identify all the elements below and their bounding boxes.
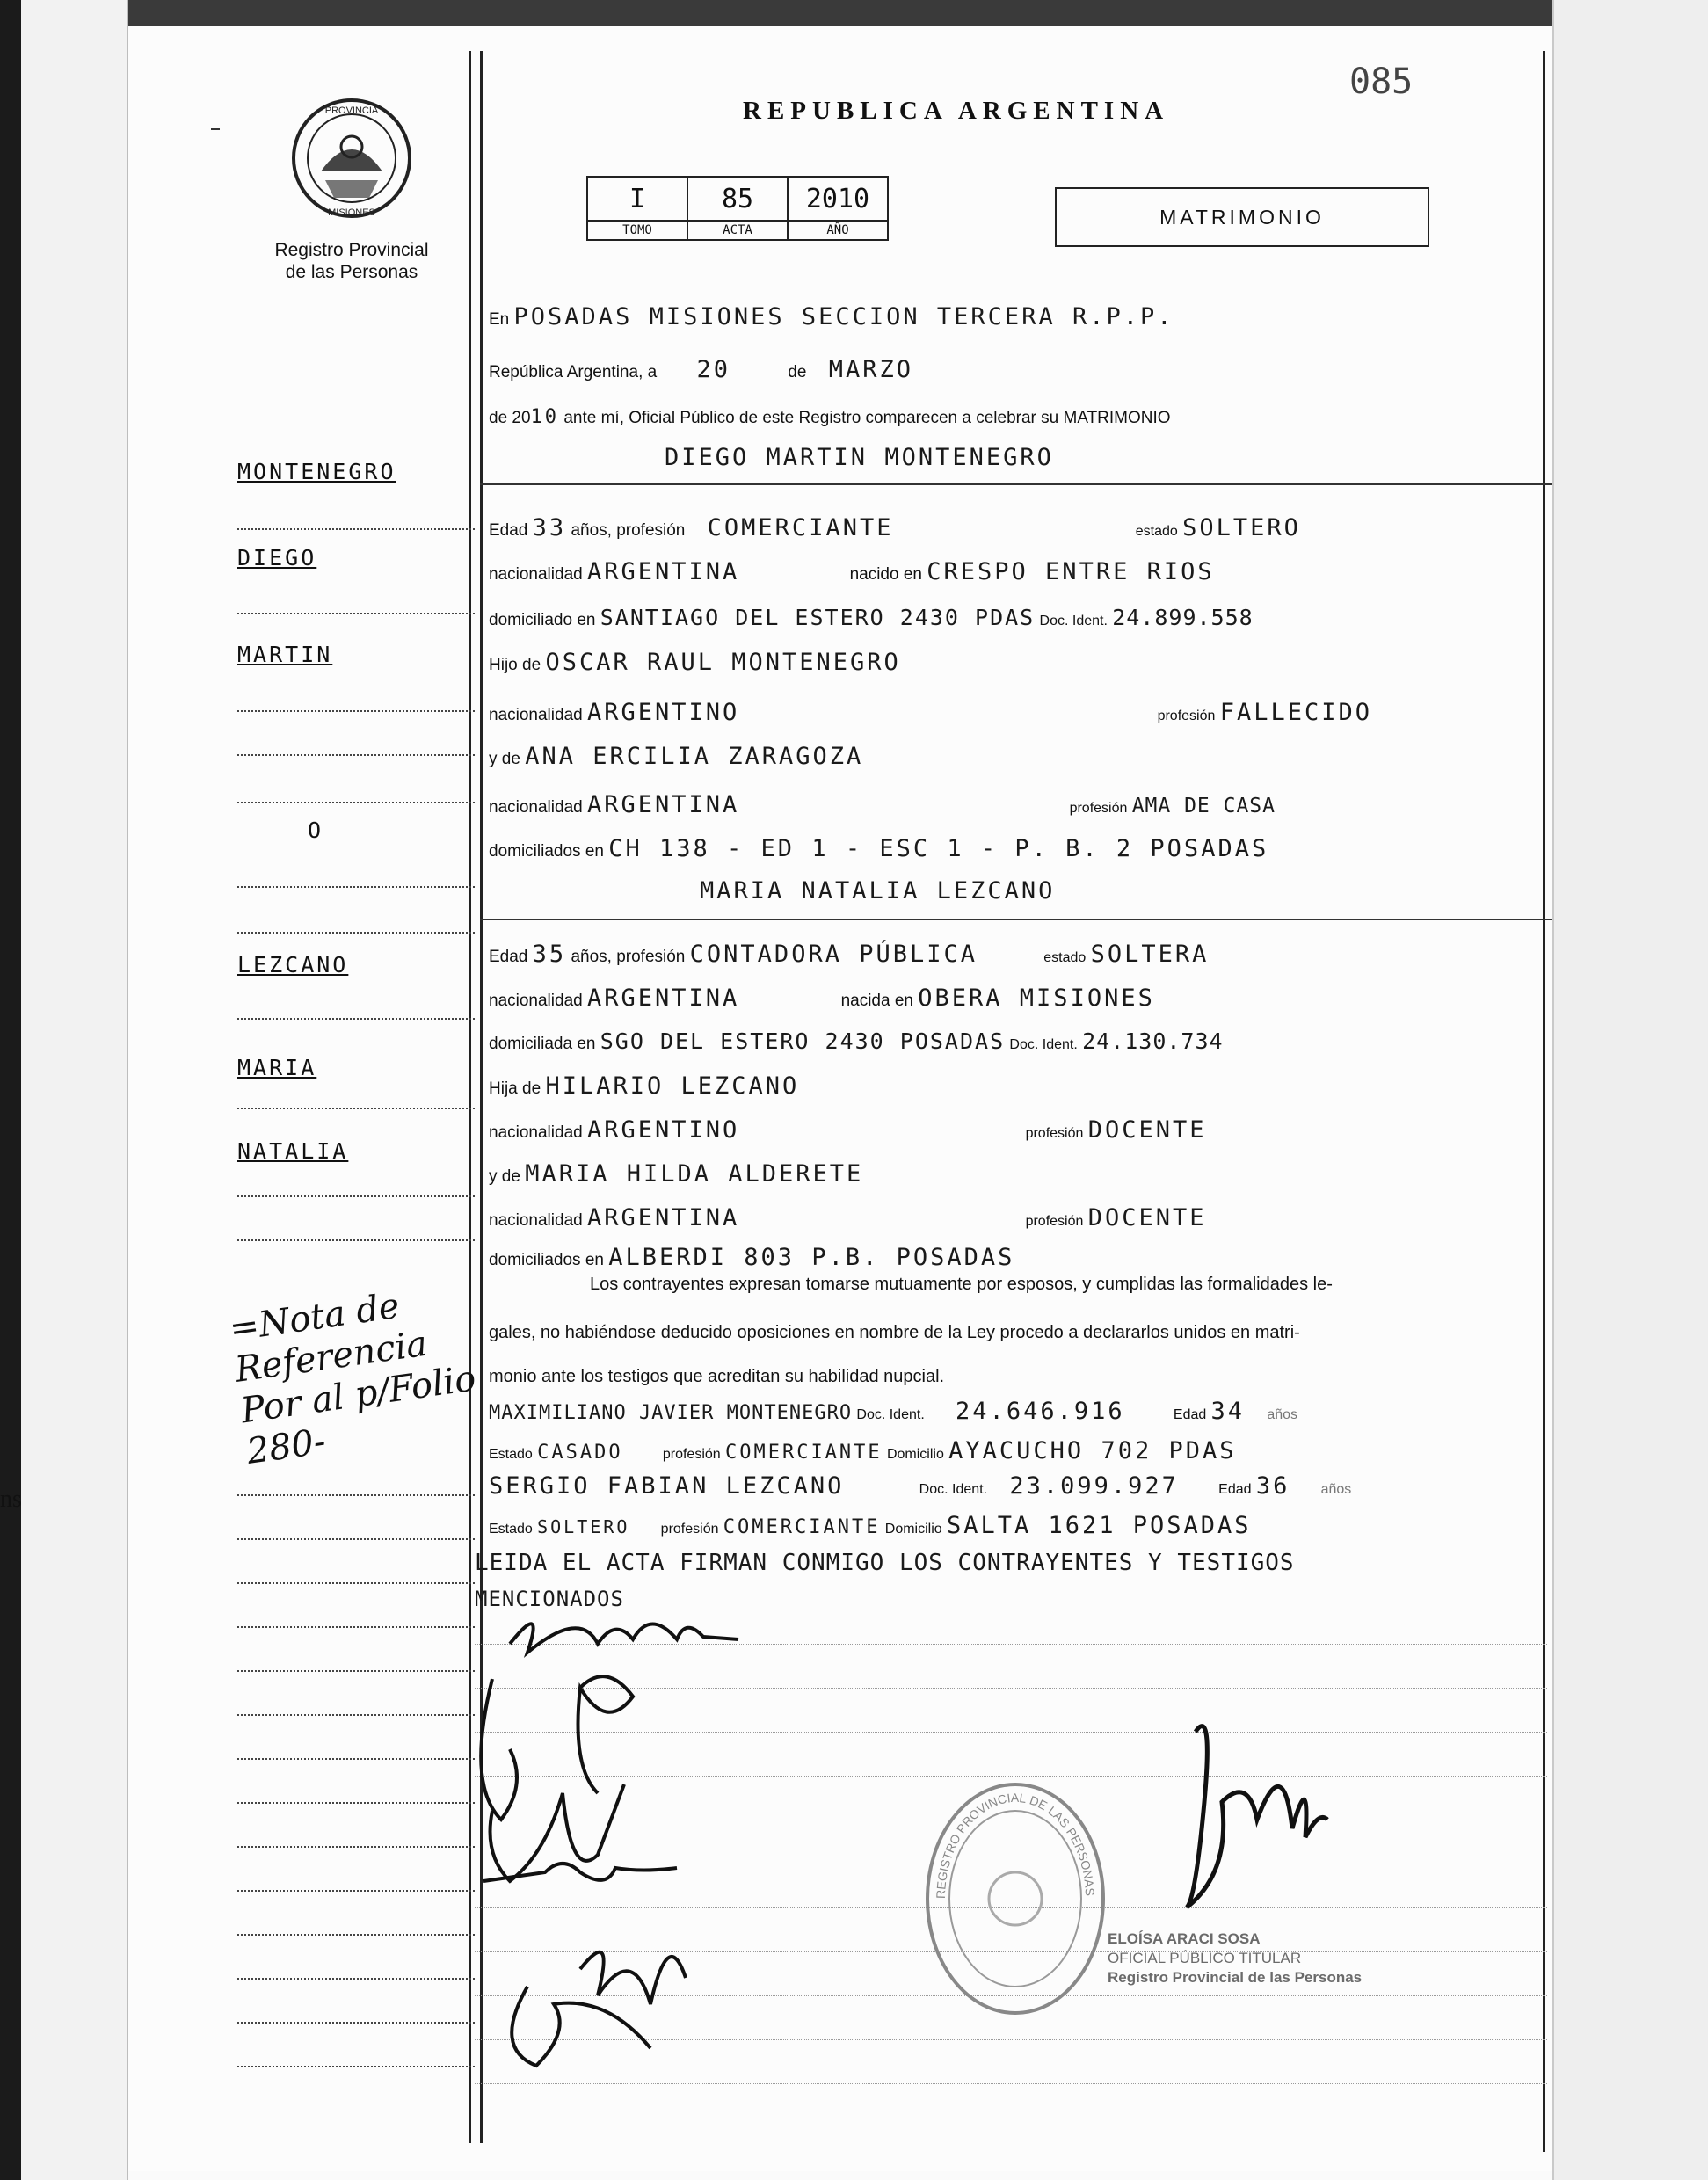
groom-mother-nationality-row (489, 791, 1526, 826)
groom-doc: 24.899.558 (1112, 605, 1254, 630)
nacido-label: nacido en (849, 565, 922, 584)
year-prefix: de 20 (489, 409, 531, 427)
domiciliados-label: domiciliados en (489, 842, 604, 861)
signatures-contrayentes (475, 1591, 844, 2083)
profesion-label: profesión (660, 1522, 719, 1537)
domiciliados-label: domiciliados en (489, 1251, 604, 1269)
official-signature (1160, 1697, 1336, 1925)
groom-parents-address-row (489, 835, 1526, 870)
ruled-line (475, 2083, 1547, 2084)
margin-rule (237, 710, 475, 712)
profesion-label: profesión (1025, 1214, 1084, 1229)
domicilio-label: Domicilio (884, 1522, 942, 1537)
margin-rule (237, 1018, 475, 1020)
doc-label: Doc. Ident. (919, 1482, 988, 1497)
margin-rule (237, 1714, 475, 1716)
nacida-label: nacida en (840, 992, 913, 1010)
profesion-label: profesión (1157, 708, 1216, 723)
margin-rule (237, 1494, 475, 1496)
witness1-profession: COMERCIANTE (724, 1442, 883, 1464)
seal-top-text: PROVINCIA (324, 105, 379, 116)
groom-birthplace: CRESPO ENTRE RIOS (927, 558, 1215, 585)
witness2-age: 36 (1255, 1472, 1290, 1500)
witness1-name: MAXIMILIANO JAVIER MONTENEGRO (489, 1402, 853, 1424)
bride-age-row (489, 941, 1526, 976)
groom-mother-profession: AMA DE CASA (1131, 795, 1276, 818)
day-value: 20 (696, 356, 730, 383)
witness2-details-row (489, 1512, 1526, 1547)
stamp-ring-text: REGISTRO PROVINCIAL DE LAS PERSONAS (933, 1790, 1098, 1900)
page-number-stamp: 085 (1349, 62, 1414, 102)
month-value: MARZO (828, 356, 913, 383)
witness1-status: CASADO (537, 1442, 623, 1464)
groom-civil-status: SOLTERO (1182, 514, 1301, 541)
margin-bride-name1: MARIA (237, 1055, 317, 1080)
registry-name (224, 239, 479, 283)
stamp-official-text (1108, 1929, 1362, 1987)
anos-label: años (1320, 1482, 1352, 1497)
witness2-row (489, 1472, 1526, 1508)
estado-label: estado (1135, 524, 1178, 539)
edad-label: Edad (1173, 1407, 1207, 1422)
bride-age: 35 (532, 941, 567, 968)
margin-rule (237, 886, 475, 888)
closing-line-2: MENCIONADOS (475, 1587, 624, 1611)
margin-rule (237, 1670, 475, 1672)
bride-parents-address: ALBERDI 803 P.B. POSADAS (608, 1244, 1015, 1271)
bride-birthplace: OBERA MISIONES (918, 985, 1155, 1012)
hijo-label: Hijo de (489, 656, 541, 674)
nacionalidad-label: nacionalidad (489, 992, 583, 1010)
registry-line-2: de las Personas (285, 262, 418, 282)
bride-civil-status: SOLTERA (1090, 941, 1210, 968)
bride-father-nationality-row (489, 1116, 1526, 1152)
statement-row (489, 406, 1526, 441)
margin-rule (237, 802, 475, 803)
domicilio-label: Domicilio (886, 1447, 944, 1462)
groom-mother-row (489, 743, 1526, 778)
witness1-address: AYACUCHO 702 PDAS (948, 1437, 1237, 1464)
witness1-details-row (489, 1437, 1526, 1472)
margin-rule (237, 2066, 475, 2067)
witness1-row (489, 1398, 1526, 1433)
bride-parents-address-row (489, 1244, 1526, 1279)
bride-mother-row (489, 1160, 1526, 1195)
republica-label: República Argentina, a (489, 363, 658, 382)
margin-reference-note: =Nota de Referencia Por al p/Folio 280- (227, 1285, 479, 1472)
previous-page-edge (21, 0, 128, 2180)
declaration-line-2: gales, no habiéndose deducido oposiciones en nombre de la Ley procedo a declararlos unidos en matri- (489, 1323, 1300, 1342)
bride-address-row (489, 1028, 1526, 1064)
bride-father-nationality: ARGENTINO (586, 1116, 740, 1144)
witness2-address: SALTA 1621 POSADAS (946, 1512, 1252, 1539)
bride-father-profession: DOCENTE (1087, 1116, 1207, 1144)
edad-label: Edad (489, 521, 528, 540)
bride-mother-profession: DOCENTE (1087, 1204, 1207, 1232)
section-separator (480, 483, 1552, 485)
scan-top-edge (0, 0, 1708, 26)
bride-nationality-row (489, 985, 1526, 1020)
margin-rule (237, 1758, 475, 1760)
groom-address-row (489, 605, 1526, 640)
tomo-acta-ano-table (586, 176, 889, 241)
groom-full-name: DIEGO MARTIN MONTENEGRO (665, 444, 1054, 471)
groom-father: OSCAR RAUL MONTENEGRO (545, 649, 901, 676)
witness1-age: 34 (1210, 1398, 1246, 1425)
nacionalidad-label: nacionalidad (489, 1211, 583, 1230)
provincial-seal-icon (286, 92, 418, 224)
tomo-label: TOMO (587, 221, 687, 240)
edad-label: Edad (489, 948, 528, 966)
year-suffix: 10 (530, 406, 560, 428)
bride-mother-nationality-row (489, 1204, 1526, 1239)
margin-rule (237, 1538, 475, 1540)
edad-label: Edad (1218, 1482, 1252, 1497)
tomo-value: I (587, 177, 687, 221)
doc-label: Doc. Ident. (1009, 1037, 1078, 1052)
scan-right-margin (1552, 0, 1708, 2180)
groom-age-row (489, 514, 1526, 549)
margin-rule (237, 754, 475, 756)
acta-value: 85 (687, 177, 788, 221)
doc-label: Doc. Ident. (1039, 614, 1108, 629)
stamp-official-name: ELOÍSA ARACI SOSA (1108, 1930, 1261, 1947)
statement-text: ante mí, Oficial Público de este Registro comparecen a celebrar su MATRIMONIO (563, 409, 1171, 427)
country-title: REPUBLICA ARGENTINA (743, 97, 1170, 125)
margin-conjunction: O (308, 818, 324, 843)
closing-line-1: LEIDA EL ACTA FIRMAN CONMIGO LOS CONTRAYENTES Y TESTIGOS (475, 1550, 1295, 1576)
bride-father-row (489, 1072, 1526, 1108)
anos-label: años (1267, 1407, 1298, 1422)
stamp-official-office: Registro Provincial de las Personas (1108, 1969, 1363, 1986)
bride-profession: CONTADORA PÚBLICA (689, 941, 978, 968)
witness2-name: SERGIO FABIAN LEZCANO (489, 1472, 845, 1500)
groom-mother: ANA ERCILIA ZARAGOZA (525, 743, 864, 770)
bride-address: SGO DEL ESTERO 2430 POSADAS (600, 1028, 1006, 1054)
nacionalidad-label: nacionalidad (489, 565, 583, 584)
previous-page-fragment: ns (0, 1486, 22, 1513)
official-stamp-icon (923, 1780, 1108, 2017)
groom-age: 33 (532, 514, 567, 541)
section-separator (480, 919, 1552, 920)
groom-nationality-row (489, 558, 1526, 593)
doc-label: Doc. Ident. (856, 1407, 925, 1422)
ano-label: AÑO (788, 221, 888, 240)
profesion-label: profesión (1025, 1126, 1084, 1141)
margin-groom-name1: DIEGO (237, 545, 317, 570)
groom-mother-nationality: ARGENTINA (586, 791, 740, 818)
bride-full-name: MARIA NATALIA LEZCANO (700, 877, 1056, 905)
margin-rule (237, 2022, 475, 2024)
margin-rule (237, 528, 475, 530)
margin-rule (237, 1802, 475, 1804)
anos-profesion-label: años, profesión (571, 521, 686, 540)
declaration-line-3: monio ante los testigos que acreditan su habilidad nupcial. (489, 1367, 945, 1386)
witness2-status: SOLTERO (537, 1516, 630, 1537)
margin-bride-name2: NATALIA (237, 1138, 349, 1164)
margin-rule (237, 1978, 475, 1980)
domiciliada-label: domiciliada en (489, 1035, 596, 1053)
witness2-doc: 23.099.927 (1009, 1472, 1179, 1500)
groom-father-nationality-row (489, 699, 1526, 734)
seal-bottom-text: MISIONES (328, 207, 375, 218)
groom-profession: COMERCIANTE (707, 514, 894, 541)
place-value: POSADAS MISIONES SECCION TERCERA R.P.P. (513, 303, 1174, 331)
closing-row-1 (475, 1550, 1512, 1585)
en-label: En (489, 310, 510, 329)
margin-rule (237, 1195, 475, 1197)
margin-rule (237, 1239, 475, 1241)
domiciliado-label: domiciliado en (489, 611, 596, 629)
estado-label: Estado (489, 1447, 533, 1462)
bride-father: HILARIO LEZCANO (545, 1072, 800, 1100)
groom-address: SANTIAGO DEL ESTERO 2430 PDAS (600, 605, 1036, 630)
margin-rule (237, 1846, 475, 1848)
margin-groom-name2: MARTIN (237, 642, 333, 667)
margin-rule (237, 932, 475, 934)
yde-label: y de (489, 1167, 520, 1186)
margin-rule (237, 613, 475, 614)
nacionalidad-label: nacionalidad (489, 798, 583, 817)
margin-rule (237, 1890, 475, 1892)
nacionalidad-label: nacionalidad (489, 706, 583, 724)
ano-value: 2010 (788, 177, 888, 221)
stamp-official-role: OFICIAL PÚBLICO TITULAR (1108, 1950, 1302, 1966)
margin-groom-surname: MONTENEGRO (237, 459, 396, 484)
svg-text:REGISTRO PROVINCIAL DE LAS PER (934, 1791, 1097, 1899)
margin-mark (211, 128, 220, 130)
groom-father-row (489, 649, 1526, 684)
acta-label: ACTA (687, 221, 788, 240)
hija-label: Hija de (489, 1079, 541, 1098)
declaration-line-1: Los contrayentes expresan tomarse mutuamente por esposos, y cumplidas las formalidades le- (590, 1275, 1333, 1294)
act-type-box: MATRIMONIO (1055, 187, 1429, 247)
anos-profesion-label: años, profesión (571, 948, 686, 966)
margin-rule (237, 1108, 475, 1109)
yde-label: y de (489, 750, 520, 768)
margin-rule (237, 1582, 475, 1584)
bride-mother: MARIA HILDA ALDERETE (525, 1160, 864, 1188)
estado-label: Estado (489, 1522, 533, 1537)
groom-name-row (489, 444, 1526, 479)
profesion-label: profesión (1069, 801, 1128, 816)
margin-divider-line-2 (469, 51, 471, 2143)
groom-father-profession: FALLECIDO (1219, 699, 1372, 726)
witness2-profession: COMERCIANTE (723, 1516, 881, 1538)
bride-mother-nationality: ARGENTINA (586, 1204, 740, 1232)
bride-name-row (489, 877, 1526, 912)
profesion-label: profesión (662, 1447, 721, 1462)
groom-parents-address: CH 138 - ED 1 - ESC 1 - P. B. 2 POSADAS (608, 835, 1269, 862)
bride-doc: 24.130.734 (1082, 1028, 1224, 1054)
estado-label: estado (1043, 950, 1087, 965)
place-row (489, 303, 1526, 338)
nacionalidad-label: nacionalidad (489, 1123, 583, 1142)
bride-nationality: ARGENTINA (586, 985, 740, 1012)
scan-left-edge (0, 0, 21, 2180)
margin-bride-surname: LEZCANO (237, 952, 349, 977)
registry-line-1: Registro Provincial (274, 240, 429, 260)
margin-rule (237, 1934, 475, 1936)
margin-rule (237, 1626, 475, 1628)
witness1-doc: 24.646.916 (956, 1398, 1125, 1425)
de-label: de (788, 363, 807, 382)
groom-father-nationality: ARGENTINO (586, 699, 740, 726)
date-row (489, 356, 1526, 391)
groom-nationality: ARGENTINA (586, 558, 740, 585)
right-border-line (1543, 51, 1545, 2152)
